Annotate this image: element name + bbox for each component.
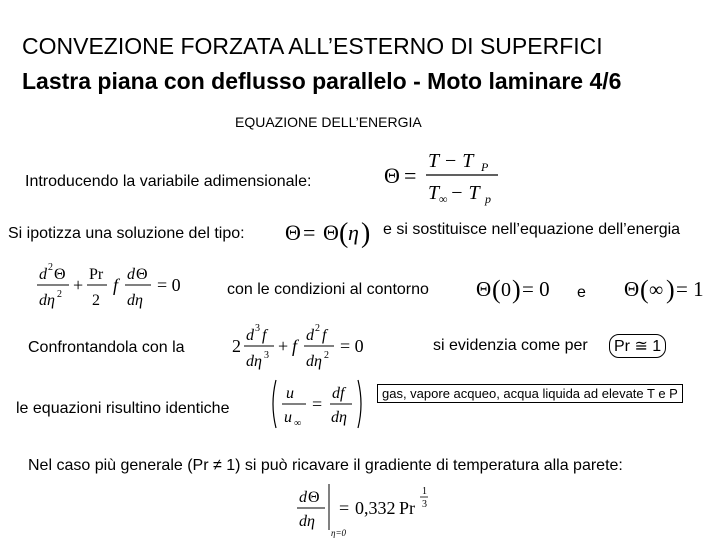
svg-text:Pr: Pr [399, 498, 416, 518]
svg-text:=: = [404, 163, 417, 188]
general-case-text: Nel caso più generale (Pr ≠ 1) si può ricavare il gradiente di temperatura alla parete: [28, 457, 623, 474]
svg-text:Pr: Pr [89, 266, 104, 283]
svg-text:f: f [292, 336, 298, 356]
svg-text:=: = [312, 394, 323, 414]
svg-text:f: f [262, 327, 267, 344]
svg-text:u: u [286, 385, 294, 402]
svg-text:∞: ∞ [649, 279, 664, 301]
svg-text:dη: dη [127, 292, 143, 309]
svg-text:dη: dη [331, 409, 347, 426]
compare-text: Confrontandola con la [28, 339, 185, 356]
svg-text:0: 0 [501, 279, 511, 301]
solution-text: Si ipotizza una soluzione del tipo: [8, 225, 245, 242]
svg-text:Θ: Θ [136, 266, 148, 283]
svg-text:+: + [73, 275, 84, 295]
svg-text:Θ: Θ [285, 220, 301, 245]
coefficient-value: 0,332 [355, 498, 396, 518]
blasius-equation [230, 318, 395, 378]
svg-text:(: ( [492, 275, 501, 304]
svg-text:u: u [284, 409, 292, 426]
svg-text:2: 2 [232, 336, 241, 356]
theta-eta-equation [283, 212, 375, 252]
svg-text:η=0: η=0 [331, 528, 347, 538]
svg-text:3: 3 [264, 350, 269, 361]
svg-text:Θ: Θ [323, 220, 339, 245]
theta-definition-equation [382, 147, 507, 207]
svg-text:): ) [666, 275, 675, 304]
svg-text:2: 2 [57, 289, 62, 300]
identical-text: le equazioni risultino identiche [16, 400, 230, 417]
svg-text:+: + [278, 336, 289, 356]
slide-title: CONVEZIONE FORZATA ALL’ESTERNO DI SUPERFICI [22, 33, 603, 59]
boundary-condition-zero [474, 272, 554, 304]
svg-text:= 0: = 0 [522, 277, 550, 301]
substitute-text: e si sostituisce nell’equazione dell’energia [383, 221, 681, 238]
svg-text:P: P [481, 160, 489, 174]
svg-text:2: 2 [92, 292, 100, 309]
svg-text:∞: ∞ [294, 418, 302, 429]
svg-text:dη: dη [246, 353, 262, 370]
intro-text: Introducendo la variabile adimensionale: [25, 173, 312, 190]
and-text: e [577, 284, 586, 301]
svg-text:): ) [361, 218, 371, 249]
svg-text:η: η [348, 220, 359, 245]
svg-text:= 1: = 1 [676, 277, 704, 301]
svg-text:=: = [303, 220, 316, 245]
svg-text:=: = [339, 498, 350, 518]
fluid-note-box: gas, vapore acqueo, acqua liquida ad elevate T e P [377, 384, 683, 403]
svg-text:dη: dη [299, 513, 315, 530]
prandtl-condition: Pr ≅ 1 [609, 334, 666, 358]
svg-text:d: d [306, 327, 314, 344]
svg-text:Θ: Θ [624, 277, 640, 301]
svg-text:d: d [39, 266, 47, 283]
section-heading: EQUAZIONE DELL’ENERGIA [235, 114, 422, 130]
svg-text:3: 3 [422, 499, 427, 510]
svg-text:f: f [322, 327, 327, 344]
svg-text:(: ( [339, 218, 349, 249]
slide-subtitle: Lastra piana con deflusso parallelo - Moto laminare 4/6 [22, 68, 622, 94]
svg-text:2: 2 [324, 350, 329, 361]
svg-text:d: d [299, 489, 307, 506]
svg-text:p: p [485, 192, 491, 206]
boundary-condition-infinity [622, 272, 704, 304]
svg-text:3: 3 [255, 323, 260, 334]
evidence-text: si evidenzia come per [433, 337, 588, 354]
temperature-gradient-equation [293, 482, 443, 538]
svg-text:= 0: = 0 [157, 275, 181, 295]
svg-text:Θ: Θ [476, 277, 492, 301]
svg-text:dη: dη [306, 353, 322, 370]
svg-text:Θ: Θ [308, 489, 320, 506]
energy-ode [35, 257, 200, 317]
svg-text:(: ( [640, 275, 649, 304]
svg-text:dη: dη [39, 292, 55, 309]
boundary-text: con le condizioni al contorno [227, 281, 429, 298]
svg-text:Θ: Θ [384, 163, 400, 188]
svg-text:1: 1 [422, 486, 427, 497]
svg-text:2: 2 [315, 323, 320, 334]
velocity-ratio-equation [268, 378, 368, 432]
svg-text:): ) [512, 275, 521, 304]
svg-text:− T: − T [450, 182, 480, 204]
svg-text:Θ: Θ [54, 266, 66, 283]
svg-text:T − T: T − T [428, 150, 474, 172]
svg-text:f: f [113, 275, 119, 295]
svg-text:d: d [246, 327, 254, 344]
svg-text:= 0: = 0 [340, 336, 364, 356]
svg-text:T: T [428, 182, 440, 204]
svg-text:2: 2 [48, 262, 53, 273]
svg-text:∞: ∞ [439, 192, 448, 206]
svg-text:df: df [332, 385, 345, 402]
svg-text:d: d [127, 266, 135, 283]
